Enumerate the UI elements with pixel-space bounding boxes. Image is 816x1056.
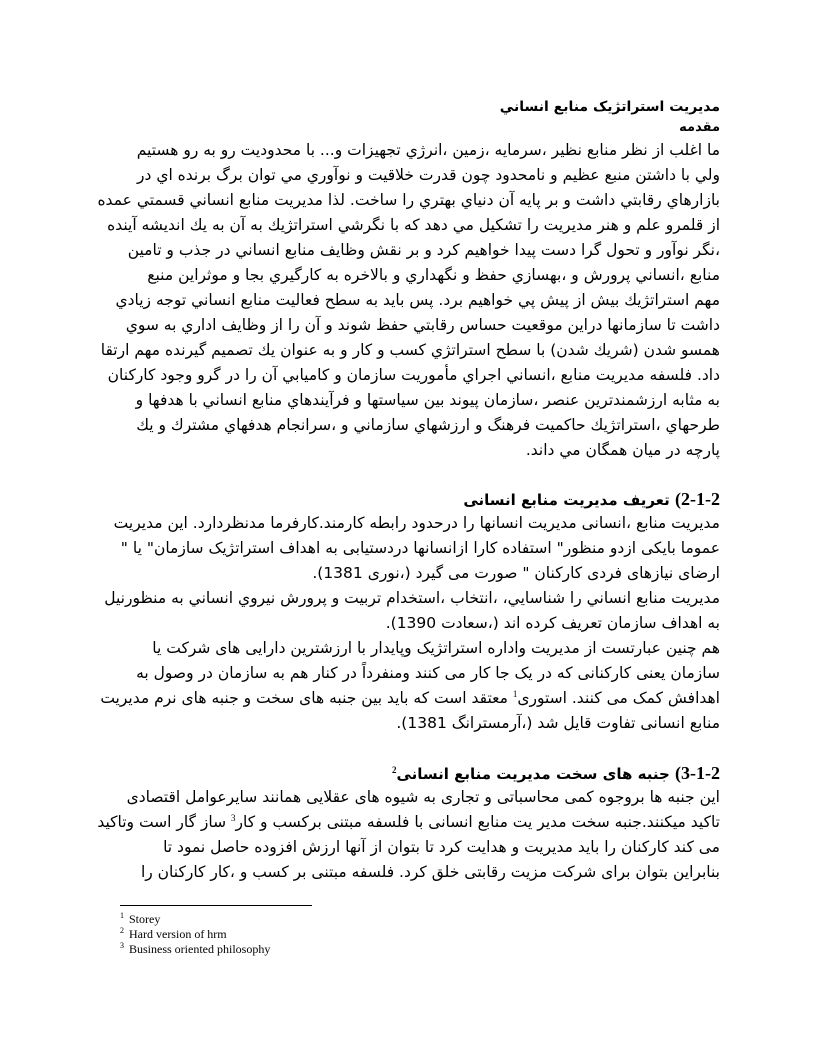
line-text: معتقد است که باید بین جنبه های سخت و جنبه های نرم مدیریت: [100, 689, 508, 707]
paragraph-line: عموما بایکی ازدو منظور" استفاده کارا ازانسانها دردستیابی به اهداف استراتژیک سازمان" یا ": [120, 539, 720, 557]
section-heading: [120, 762, 720, 785]
footnote-reference[interactable]: 1: [512, 688, 518, 699]
paragraph-line: به اهداف سازمان تعريف كرده اند (،سعادت 1390).: [385, 614, 720, 632]
paragraph-line: مهم استراتژيك بيش از پيش پي خواهيم برد. پس بايد به سطح فعاليت منابع انساني توجه زيادي: [115, 291, 720, 309]
footnotes: [120, 912, 520, 957]
paragraph-line: سازمان یعنی کارکنانی که در یک جا کار می کنند ومنفرداً در کنار هم به سازمان در وصول به: [136, 664, 720, 682]
paragraph-line: هم چنین عبارتست از مدیریت واداره استراتژیک وپایدار با ارزشترین دارایی های شرکت یا: [152, 639, 720, 657]
section-title: جنبه های سخت مدیریت منابع انسانی: [396, 765, 670, 783]
section-1-paragraph-c: [100, 636, 720, 736]
section-title: تعریف مدیریت منابع انسانی: [463, 491, 670, 509]
paragraph-line: می کند کارکنان را باید مدیریت و هدایت کرد تا بتوان از آنها ارزش افزوده حاصل نمود تا: [163, 838, 720, 856]
paragraph-line: مدیریت منابع ،انسانی مدیریت انسانها را درحدود رابطه کارمند.کارفرما مدنظردارد. این مدیریت: [113, 514, 720, 532]
intro-heading: مقدمه: [679, 120, 720, 135]
paragraph-line: از قلمرو علم و هنر مديريت را تشكيل مي دهد كه با نگرشي استراتژيك به آن به يك انديشه آينده: [107, 216, 720, 234]
paragraph-line: ما اغلب از نظر منابع نظير ،سرمايه ،زمين ،انرژي تجهيزات و... با محدوديت رو به رو هستيم: [136, 141, 720, 159]
intro-paragraph: [97, 138, 720, 463]
paragraph-line: بنابراین بتوان برای شرکت مزیت رقابتی خلق کرد. فلسفه مبتنی بر کسب و ،کار کارکنان را: [140, 863, 720, 881]
footnote-reference[interactable]: 3: [231, 812, 236, 823]
line-text: اهدافش کمک می کنند. استوری: [517, 689, 720, 707]
paragraph-line: ولي با داشتن منبع عظيم و نامحدود چون قدرت خلاقيت و نوآوري مي توان برگ برنده اي در: [137, 166, 720, 184]
footnote-text: Hard version of hrm: [129, 927, 227, 941]
line-text: تاکید میکنند.جنبه سخت مدیر یت منابع انسانی با فلسفه مبتنی برکسب و کار: [235, 813, 720, 831]
footnote: [120, 942, 520, 957]
paragraph-line: مديريت منابع انساني را شناسايي، ،انتخاب ،استخدام تربيت و پرورش نيروي انساني به منظورنيل: [104, 589, 720, 607]
section-1-paragraph-b: [104, 586, 720, 636]
footnote-number: 3: [120, 941, 124, 950]
paragraph-line: [100, 686, 720, 711]
paragraph-line: پارچه در ميان همگان مي داند.: [525, 441, 720, 459]
paragraph-line: به مثابه ارزشمندترين عنصر ،سازمان پيوند بين سياستها و فرآيندهاي منابع انساني با هدفها و: [135, 391, 720, 409]
paragraph-line: داشت تا سازمانها دراين موقعيت حساس رقابتي حفظ شوند و آن را از وظايف اداري به سوي: [125, 316, 720, 334]
footnote-number: 1: [120, 911, 124, 920]
section-number: 2-1-2): [675, 489, 720, 509]
footnote: [120, 912, 520, 927]
footnote-number: 2: [120, 926, 124, 935]
section-number: 3-1-2): [675, 763, 720, 783]
footnote-separator: [120, 905, 312, 906]
paragraph-line: منابع انسانی تفاوت قایل شد (،آرمسترانگ 1381).: [396, 714, 720, 732]
footnote: [120, 927, 520, 942]
paragraph-line: بازارهاي رقابتي داشت و بر پايه آن دنياي بهتري را ساخت. لذا مديريت منابع انساني قسمتي عمده: [97, 191, 720, 209]
footnote-text: Business oriented philosophy: [129, 942, 271, 956]
paragraph-line: [97, 810, 720, 835]
footnote-text: Storey: [129, 912, 161, 926]
footnote-reference[interactable]: 2: [391, 765, 397, 775]
paragraph-line: طرحهاي ،استراتژيك حاكميت فرهنگ و ارزشهاي سازماني و ،سرانجام هدفهاي مشترك و يك: [136, 416, 720, 434]
section-1-paragraph-a: [113, 511, 720, 586]
paragraph-line: منابع ،انساني پرورش و ،بهسازي حفظ و نگهداري و بالاخره به كارگيري بجا و موثراين منبع: [147, 266, 720, 284]
section-2-paragraph: [97, 785, 720, 885]
paragraph-line: همسو شدن (شريك شدن) با سطح استراتژي كسب و كار و به عنوان يك تصميم گيرنده مهم ارتقا: [100, 341, 720, 359]
paragraph-line: داد. فلسفه مديريت منابع ،انساني اجراي مأموريت سازمان و كاميابي آن را در گرو وجود كاركنان: [107, 366, 720, 384]
paragraph-line: ،نگر نوآور و تحول گرا دست پيدا خواهيم كرد و بر نقش وظايف منابع انساني در جذب و تامين: [127, 241, 720, 259]
section-heading: [120, 488, 720, 511]
paragraph-line: ارضای نیازهای فردی کارکنان " صورت می گیرد (،نوری 1381).: [312, 564, 720, 582]
document-title: مديريت استراتژيک منابع انساني: [499, 99, 720, 115]
line-text: ساز گار است وتاکید: [97, 813, 227, 831]
paragraph-line: این جنبه ها بروجوه کمی محاسباتی و تجاری به شیوه های عقلایی همانند سایرعوامل اقتصادی: [126, 788, 720, 806]
